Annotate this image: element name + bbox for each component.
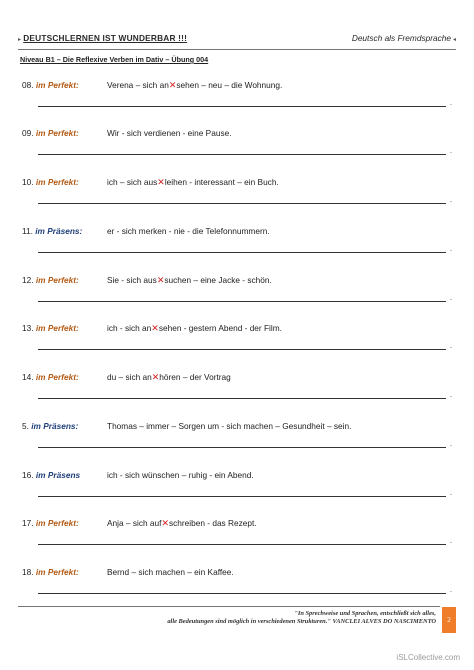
exercise-item bbox=[22, 372, 452, 420]
exercise-number: 16. bbox=[22, 470, 34, 480]
exercise-item bbox=[22, 177, 452, 225]
cross-mark-icon: ✕ bbox=[161, 518, 169, 528]
exercise-tense: im Perfekt: bbox=[35, 275, 79, 285]
exercise-tense: im Perfekt: bbox=[35, 177, 79, 187]
cross-mark-icon: ✕ bbox=[151, 323, 159, 333]
exercise-number: 18. bbox=[22, 567, 34, 577]
exercise-number: 08. bbox=[22, 80, 34, 90]
exercise-prompt: ich - sich wünschen – ruhig - ein Abend. bbox=[107, 470, 254, 480]
exercise-item bbox=[22, 128, 452, 176]
exercise-prompt: du – sich an✕hören – der Vortrag bbox=[107, 372, 231, 382]
level-heading: Niveau B1 – Die Reflexive Verben im Dativ – Übung 004 bbox=[20, 55, 209, 64]
cross-mark-icon: ✕ bbox=[156, 275, 165, 285]
exercise-number: 13. bbox=[22, 323, 34, 333]
triangle-right-icon: ▸ bbox=[18, 37, 22, 43]
exercise-number: 10. bbox=[22, 177, 34, 187]
answer-line[interactable]: . bbox=[38, 496, 446, 497]
exercise-tense: im Perfekt: bbox=[35, 567, 79, 577]
exercise-prompt: Wir - sich verdienen - eine Pause. bbox=[107, 128, 232, 138]
exercise-item bbox=[22, 470, 452, 518]
answer-line[interactable]: . bbox=[38, 301, 446, 302]
exercise-tense: im Präsens: bbox=[35, 226, 83, 236]
answer-line[interactable]: . bbox=[38, 398, 446, 399]
exercise-number: 11. bbox=[22, 226, 33, 236]
exercise-item bbox=[22, 518, 452, 566]
answer-line[interactable]: . bbox=[38, 154, 446, 155]
exercise-prompt: ich - sich an✕sehen - gestern Abend - der Film. bbox=[107, 323, 282, 333]
exercise-number: 5. bbox=[22, 421, 29, 431]
answer-line[interactable]: . bbox=[38, 252, 446, 253]
exercise-tense: im Perfekt: bbox=[35, 323, 79, 333]
exercise-prompt: Verena – sich an✕sehen – neu – die Wohnung. bbox=[107, 80, 283, 90]
header-divider bbox=[18, 49, 456, 50]
exercise-prompt: Anja – sich auf✕schreiben - das Rezept. bbox=[107, 518, 257, 528]
exercise-item bbox=[22, 567, 452, 615]
exercise-tense: im Präsens bbox=[35, 470, 81, 480]
footer-divider bbox=[18, 606, 440, 607]
page-number-badge: 2 bbox=[442, 607, 456, 633]
cross-mark-icon: ✕ bbox=[157, 177, 165, 187]
answer-line[interactable]: . bbox=[38, 349, 446, 350]
cross-mark-icon: ✕ bbox=[151, 372, 160, 382]
exercise-tense: im Perfekt: bbox=[35, 80, 79, 90]
exercise-number: 17. bbox=[22, 518, 34, 528]
cross-mark-icon: ✕ bbox=[168, 80, 177, 90]
worksheet-title: ▸ DEUTSCHLERNEN IST WUNDERBAR !!! bbox=[18, 33, 188, 43]
exercise-tense: im Perfekt: bbox=[35, 518, 79, 528]
exercise-tense: im Perfekt: bbox=[35, 128, 79, 138]
answer-line[interactable]: . bbox=[38, 544, 446, 545]
exercise-prompt: ich – sich aus✕leihen - interessant – ein Buch. bbox=[107, 177, 279, 187]
footer-quote: "In Sprechweise und Sprachen, entschließt sich alles, alle Bedeutungen sind möglich in verschiedenen Strukturen." VANCLEI ALVES DO NASCIMENTO bbox=[167, 610, 436, 625]
exercise-prompt: er - sich merken - nie - die Telefonnummern. bbox=[107, 226, 270, 236]
exercise-number: 14. bbox=[22, 372, 34, 382]
answer-line[interactable]: . bbox=[38, 203, 446, 204]
exercise-prompt: Sie - sich aus✕suchen – eine Jacke - schön. bbox=[107, 275, 272, 285]
exercise-item bbox=[22, 80, 452, 128]
exercise-item bbox=[22, 421, 452, 469]
worksheet-subtitle: Deutsch als Fremdsprache ◂ bbox=[351, 33, 456, 43]
exercise-item bbox=[22, 226, 452, 274]
exercise-item bbox=[22, 323, 452, 371]
answer-line[interactable]: . bbox=[38, 106, 446, 107]
exercise-tense: im Perfekt: bbox=[35, 372, 79, 382]
triangle-left-icon: ◂ bbox=[452, 37, 456, 43]
exercise-item bbox=[22, 275, 452, 323]
answer-line[interactable]: . bbox=[38, 447, 446, 448]
page-header bbox=[18, 33, 456, 49]
site-watermark: iSLCollective.com bbox=[396, 653, 460, 662]
answer-line[interactable]: . bbox=[38, 593, 446, 594]
exercise-number: 09. bbox=[22, 128, 34, 138]
exercise-number: 12. bbox=[22, 275, 34, 285]
exercise-prompt: Thomas – immer – Sorgen um - sich machen – Gesundheit – sein. bbox=[107, 421, 352, 431]
exercise-prompt: Bernd – sich machen – ein Kaffee. bbox=[107, 567, 234, 577]
exercise-tense: im Präsens: bbox=[31, 421, 79, 431]
